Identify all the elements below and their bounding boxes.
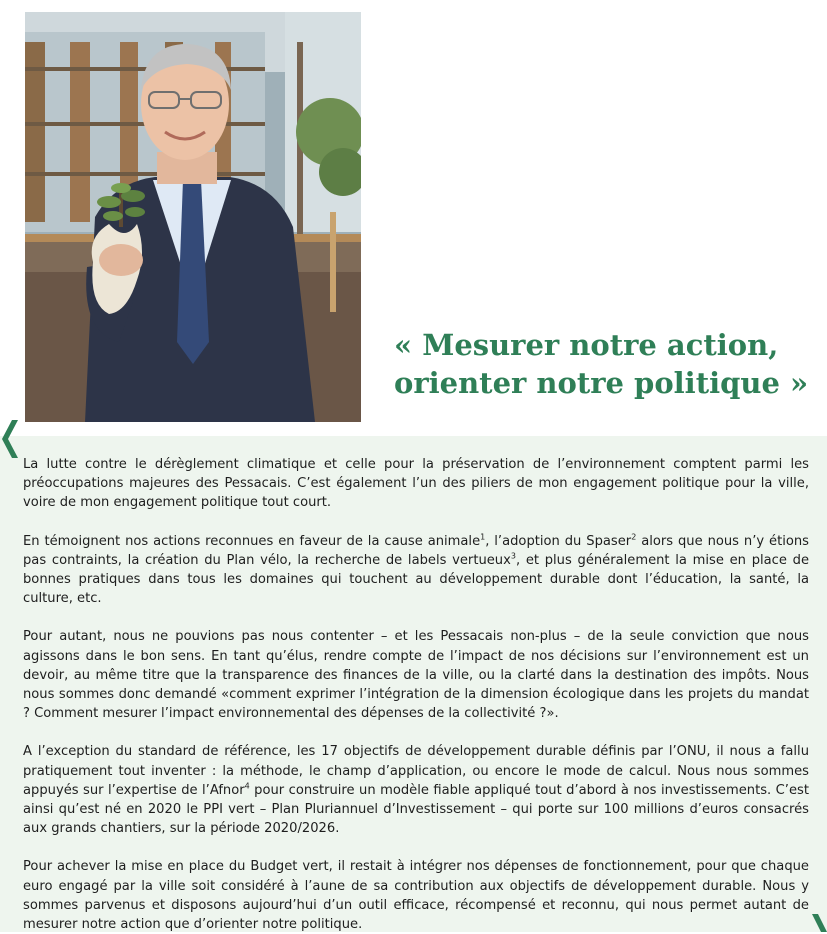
title-line-1: « Mesurer notre action, — [394, 328, 779, 362]
paragraph-2-part-b: , l’adoption du Spaser — [485, 533, 632, 549]
paragraph-2 — [23, 532, 809, 609]
footnote-ref-1: 1 — [480, 532, 486, 542]
article-body — [23, 455, 809, 934]
paragraph-4-part-b: pour construire un modèle fiable appliqué tout d’abord à nos investissements. C’est ainsi qu’est né en 2020 le PPI vert – Plan Pluriannuel d’Investissement – qui porte sur 100 millions d’euros consacrés aux grands chantiers, sur la période 2020/2026. — [23, 782, 809, 837]
footnote-ref-3: 3 — [510, 551, 516, 561]
footnote-ref-4: 4 — [244, 781, 250, 791]
paragraph-2-part-d: , et plus généralement la mise en place de bonnes pratiques dans tous les domaines qui touchent au développement durable dont l’éducation, la santé, la culture, etc. — [23, 552, 809, 607]
article-title — [394, 326, 814, 402]
paragraph-3: Pour autant, nous ne pouvions pas nous contenter – et les Pessacais non-plus – de la seule conviction que nous agissons dans le bon sens. En tant qu’élus, rendre compte de l’impact de nos décisions sur l’environnement est un devoir, au même titre que la transparence des finances de la ville, ou la clarté dans la destination des impôts. Nous nous sommes donc demandé «comment exprimer l’intégration de la dimension écologique dans les projets du mandat ? Comment mesurer l’impact environnemental des dépenses de la collectivité ?». — [23, 629, 809, 722]
paragraph-2-part-c: alors que nous n’y étions pas contraints, la création du Plan vélo, la recherche de labels vertueux — [23, 533, 809, 568]
paragraph-2-part-a: En témoignent nos actions reconnues en faveur de la cause animale — [23, 533, 481, 549]
open-quote-chevron-icon — [0, 420, 18, 458]
paragraph-4-part-a: A l’exception du standard de référence, les 17 objectifs de développement durable définis par l’ONU, il nous a fallu pratiquement tout inventer : la méthode, le champ d’application, ou encore le mode de calcul. Nous nous sommes appuyés sur l’expertise de l’Afnor — [23, 744, 809, 798]
paragraph-1: La lutte contre le dérèglement climatique et celle pour la préservation de l’environnement comptent parmi les préoccupations majeures des Pessacais. C’est également l’un des piliers de mon engagement politique pour la ville, voire de mon engagement politique tout court. — [23, 457, 809, 511]
paragraph-5: Pour achever la mise en place du Budget vert, il restait à intégrer nos dépenses de fonctionnement, pour que chaque euro engagé par la ville soit considéré à l’aune de sa contribution aux objectifs de développement durable. Nous y sommes parvenus et disposons aujourd’hui d’un outil efficace, récompensé et reconnu, qui nous permet autant de mesurer notre action que d’orienter notre politique. — [23, 859, 809, 933]
footnote-ref-2: 2 — [631, 532, 637, 542]
close-quote-chevron-icon — [812, 914, 827, 932]
portrait-photo — [25, 12, 361, 422]
paragraph-4 — [23, 742, 809, 838]
title-line-2: orienter notre politique » — [394, 366, 809, 400]
